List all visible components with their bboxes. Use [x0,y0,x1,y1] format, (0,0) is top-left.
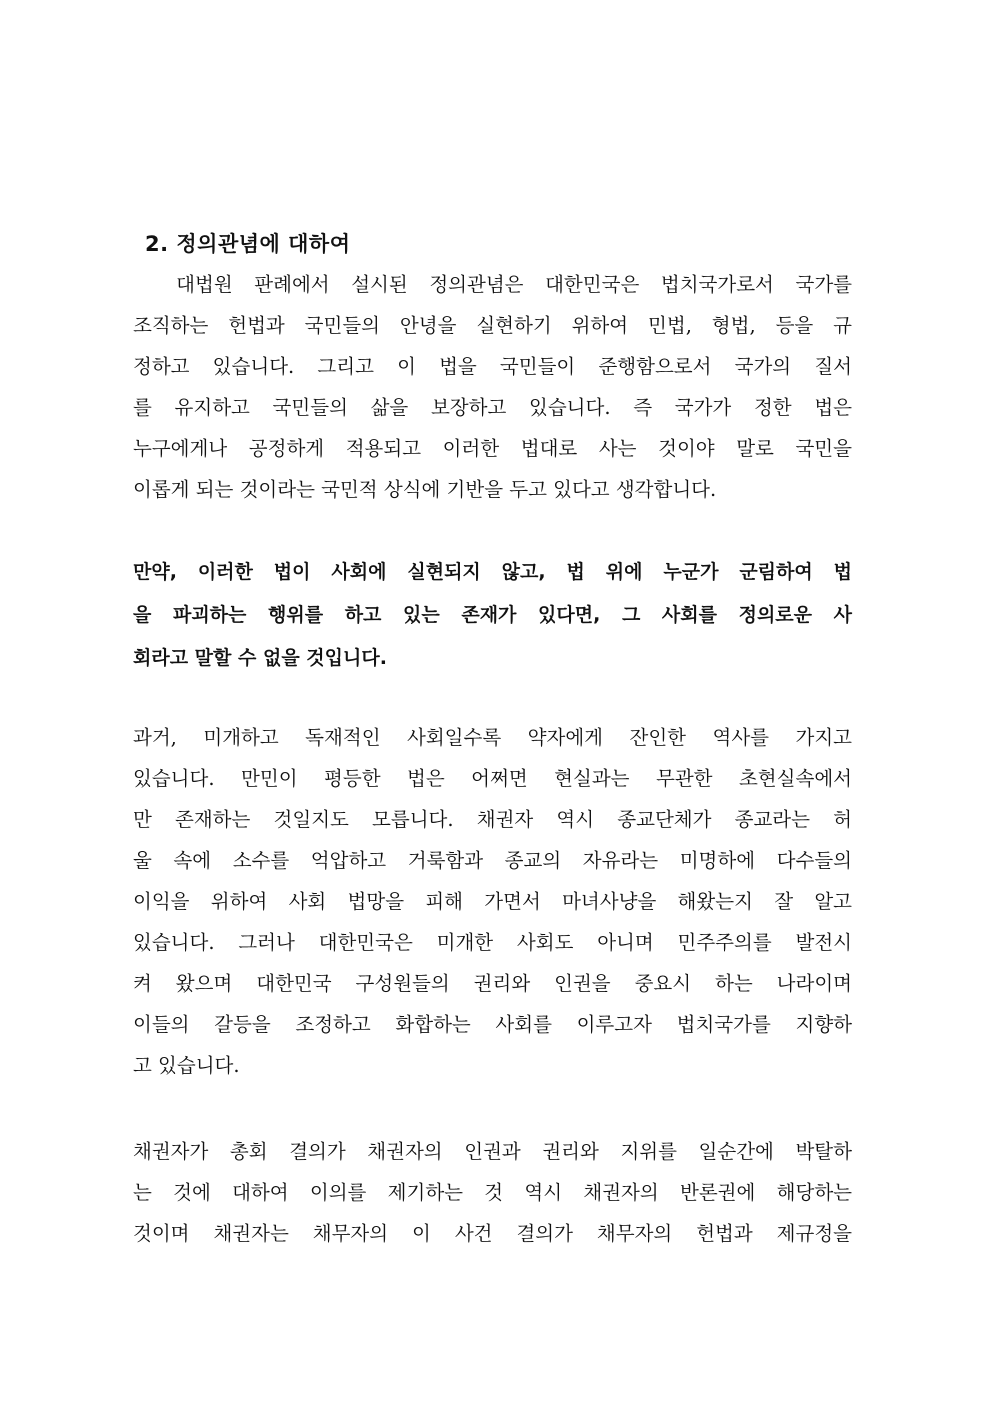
paragraph-line: 대법원 판례에서 설시된 정의관념은 대한민국은 법치국가로서 국가를 [133,273,852,296]
paragraph-line: 정하고 있습니다. 그리고 이 법을 국민들이 준행함으로서 국가의 질서 [133,355,852,378]
paragraph-line: 것이며 채권자는 채무자의 이 사건 결의가 채무자의 헌법과 제규정을 [133,1222,852,1245]
paragraph-line: 고 있습니다. [133,1054,240,1077]
paragraph-line: 있습니다. 만민이 평등한 법은 어쩌면 현실과는 무관한 초현실속에서 [133,767,852,790]
paragraph-line: 채권자가 총회 결의가 채권자의 인권과 권리와 지위를 일순간에 박탈하 [133,1140,852,1163]
paragraph-line: 울 속에 소수를 억압하고 거룩함과 종교의 자유라는 미명하에 다수들의 [133,849,852,872]
paragraph-emphasis [133,551,852,680]
paragraph-line: 과거, 미개하고 독재적인 사회일수록 약자에게 잔인한 역사를 가지고 [133,726,852,749]
paragraph-line: 를 유지하고 국민들의 삶을 보장하고 있습니다. 즉 국가가 정한 법은 [133,396,852,419]
paragraph-line: 누구에게나 공정하게 적용되고 이러한 법대로 사는 것이야 말로 국민을 [133,437,852,460]
paragraph-line: 회라고 말할 수 없을 것입니다. [133,647,387,669]
paragraph-line: 있습니다. 그러나 대한민국은 미개한 사회도 아니며 민주주의를 발전시 [133,931,852,954]
paragraph-justice-concept [133,264,852,510]
paragraph-line: 을 파괴하는 행위를 하고 있는 존재가 있다면, 그 사회를 정의로운 사 [133,604,852,626]
paragraph-line: 는 것에 대하여 이의를 제기하는 것 역시 채권자의 반론권에 해당하는 [133,1181,852,1204]
paragraph-history [133,717,852,1086]
paragraph-line: 만약, 이러한 법이 사회에 실현되지 않고, 법 위에 누군가 군림하여 법 [133,561,852,583]
paragraph-line: 이익을 위하여 사회 법망을 피해 가면서 마녀사냥을 해왔는지 잘 알고 [133,890,852,913]
paragraph-line: 만 존재하는 것일지도 모릅니다. 채권자 역시 종교단체가 종교라는 허 [133,808,852,831]
paragraph-line: 이들의 갈등을 조정하고 화합하는 사회를 이루고자 법치국가를 지향하 [133,1013,852,1036]
section-heading: 2. 정의관념에 대하여 [145,232,351,256]
paragraph-creditor-objection [133,1131,852,1254]
paragraph-line: 이롭게 되는 것이라는 국민적 상식에 기반을 두고 있다고 생각합니다. [133,478,717,501]
paragraph-line: 켜 왔으며 대한민국 구성원들의 권리와 인권을 중요시 하는 나라이며 [133,972,852,995]
paragraph-line: 조직하는 헌법과 국민들의 안녕을 실현하기 위하여 민법, 형법, 등을 규 [133,314,852,337]
